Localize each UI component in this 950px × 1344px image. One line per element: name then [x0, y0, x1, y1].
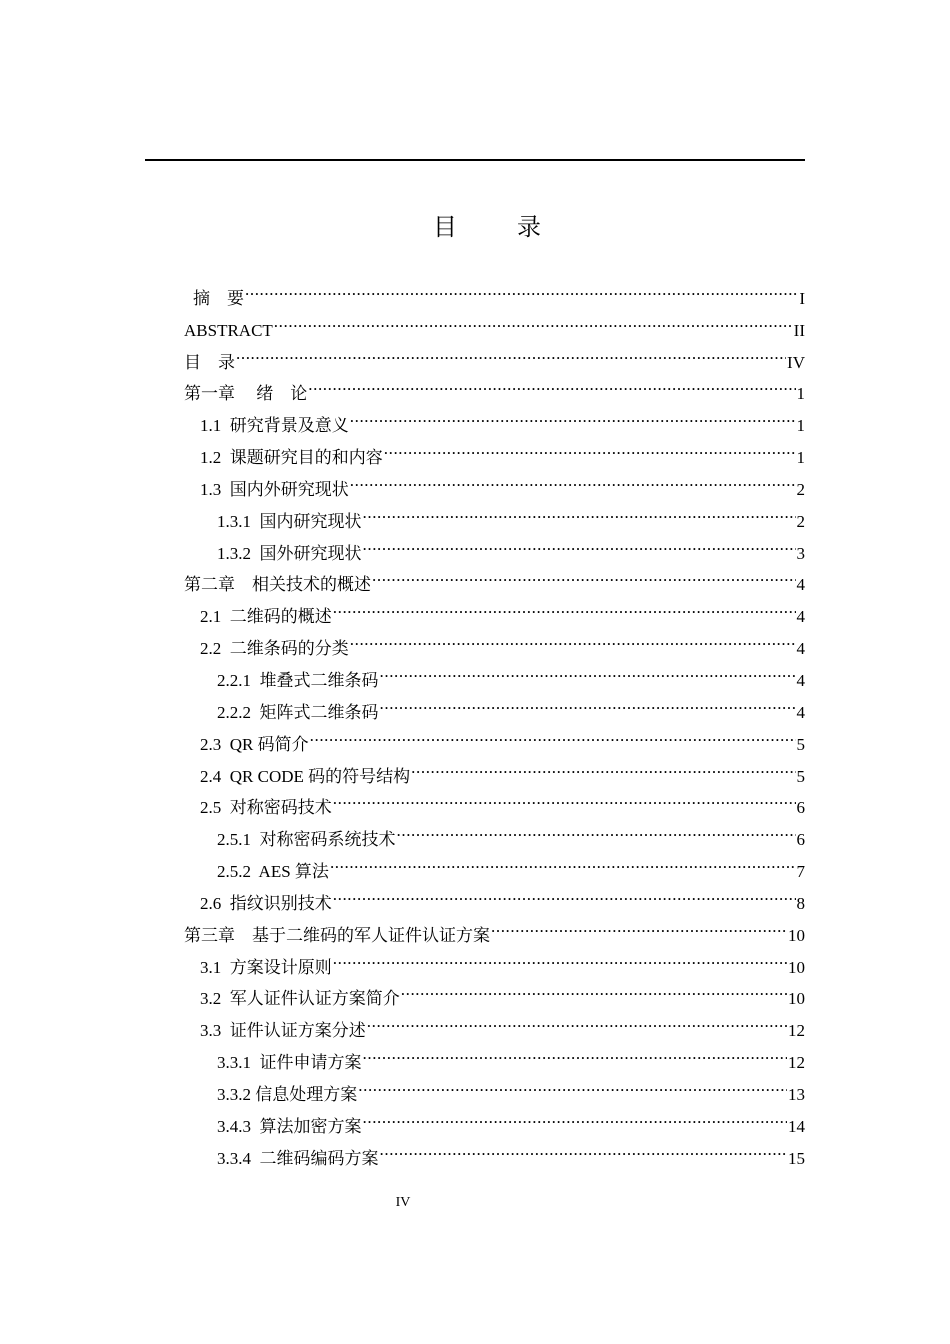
toc-entry[interactable]	[184, 368, 805, 404]
toc-entry-label: 2.5 对称密码技术	[200, 798, 332, 818]
toc-leader-dots	[372, 559, 796, 591]
toc-entry-page: 4	[796, 575, 805, 595]
toc-leader-dots	[236, 336, 786, 368]
toc-leader-dots	[333, 782, 796, 814]
toc-entry-page: 10	[788, 989, 805, 1009]
toc-entry-page: 6	[796, 830, 805, 850]
toc-entry[interactable]	[184, 304, 805, 340]
toc-leader-dots	[384, 431, 796, 463]
toc-entry-page: 4	[796, 607, 805, 627]
toc-leader-dots	[274, 304, 793, 336]
toc-entry-page: 1	[796, 384, 805, 404]
toc-entry-label: 2.6 指纹识别技术	[200, 893, 332, 913]
toc-entry-page: 14	[788, 1116, 805, 1136]
toc-entry-label: 2.1 二维码的概述	[200, 607, 332, 627]
page-title: 目 录	[433, 215, 559, 241]
toc-leader-dots	[401, 973, 787, 1005]
toc-leader-dots	[333, 941, 787, 973]
toc-leader-dots	[350, 463, 796, 495]
toc-entry-page: 8	[796, 893, 805, 913]
toc-entry-page: 6	[796, 798, 805, 818]
toc-entry-label: 摘 要	[193, 288, 244, 308]
toc-leader-dots	[308, 368, 795, 400]
toc-entry-label: 3.3.1 证件申请方案	[217, 1053, 362, 1073]
toc-leader-dots	[367, 1004, 787, 1036]
toc-leader-dots	[358, 1068, 787, 1100]
toc-entry-page: 3	[796, 543, 805, 563]
toc-leader-dots	[350, 622, 796, 654]
toc-leader-dots	[363, 1036, 788, 1068]
toc-leader-dots	[380, 654, 796, 686]
toc-leader-dots	[310, 718, 796, 750]
toc-entry-page: 12	[788, 1053, 805, 1073]
toc-leader-dots	[411, 750, 795, 782]
toc-leader-dots	[333, 590, 796, 622]
toc-entry-page: I	[799, 288, 805, 308]
toc-entry-label: 3.1 方案设计原则	[200, 957, 332, 977]
toc-entry-page: 12	[788, 1021, 805, 1041]
toc-entry-label: 1.3.1 国内研究现状	[217, 511, 362, 531]
toc-leader-dots	[397, 813, 796, 845]
toc-entry-label: 2.5.2 AES 算法	[217, 862, 329, 882]
table-of-contents	[184, 272, 805, 1168]
page-number-footer: IV	[395, 1195, 411, 1210]
toc-entry-label: 3.3.2 信息处理方案	[217, 1084, 358, 1104]
toc-entry-label: 2.5.1 对称密码系统技术	[217, 830, 396, 850]
toc-entry-page: 10	[788, 925, 805, 945]
toc-leader-dots	[363, 495, 796, 527]
toc-entry-label: 第三章 基于二维码的军人证件认证方案	[184, 925, 490, 945]
toc-leader-dots	[363, 527, 796, 559]
toc-leader-dots	[350, 399, 796, 431]
toc-entry-label: 2.2.1 堆叠式二维条码	[217, 670, 379, 690]
toc-entry-label: 2.2.2 矩阵式二维条码	[217, 702, 379, 722]
toc-entry-page: II	[793, 320, 805, 340]
toc-leader-dots	[380, 1132, 788, 1164]
toc-leader-dots	[333, 877, 796, 909]
header-rule	[145, 159, 805, 161]
toc-entry-page: 4	[796, 702, 805, 722]
toc-entry-page: 13	[788, 1084, 805, 1104]
toc-entry-label: ABSTRACT	[184, 320, 273, 340]
toc-entry-label: 3.4.3 算法加密方案	[217, 1116, 362, 1136]
toc-leader-dots	[363, 1100, 788, 1132]
toc-entry-page: 15	[788, 1148, 805, 1168]
toc-entry-page: 4	[796, 670, 805, 690]
toc-entry-page: 1	[796, 448, 805, 468]
toc-entry[interactable]	[184, 272, 805, 308]
toc-leader-dots	[245, 272, 798, 304]
toc-entry-label: 3.2 军人证件认证方案简介	[200, 989, 400, 1009]
toc-entry-page: 2	[796, 511, 805, 531]
toc-entry-page: 5	[796, 734, 805, 754]
toc-entry-label: 2.3 QR 码简介	[200, 734, 309, 754]
toc-entry-page: 5	[796, 766, 805, 786]
toc-entry-label: 3.3 证件认证方案分述	[200, 1021, 366, 1041]
toc-entry-label: 目 录	[184, 352, 235, 372]
toc-leader-dots	[330, 845, 796, 877]
toc-entry-page: 2	[796, 479, 805, 499]
toc-entry-label: 1.3 国内外研究现状	[200, 479, 349, 499]
toc-entry[interactable]	[184, 336, 805, 372]
toc-entry-page: 10	[788, 957, 805, 977]
toc-entry-label: 1.2 课题研究目的和内容	[200, 448, 383, 468]
toc-entry-page: IV	[787, 352, 805, 372]
toc-entry-page: 4	[796, 639, 805, 659]
toc-leader-dots	[380, 686, 796, 718]
toc-entry-label: 第二章 相关技术的概述	[184, 575, 371, 595]
toc-entry-label: 3.3.4 二维码编码方案	[217, 1148, 379, 1168]
toc-entry-page: 1	[796, 416, 805, 436]
toc-entry-label: 2.2 二维条码的分类	[200, 639, 349, 659]
toc-entry-label: 2.4 QR CODE 码的符号结构	[200, 766, 411, 786]
toc-entry-page: 7	[796, 862, 805, 882]
toc-entry-label: 1.3.2 国外研究现状	[217, 543, 362, 563]
toc-leader-dots	[491, 909, 787, 941]
toc-entry-label: 第一章 绪 论	[184, 384, 308, 404]
toc-entry-label: 1.1 研究背景及意义	[200, 416, 349, 436]
